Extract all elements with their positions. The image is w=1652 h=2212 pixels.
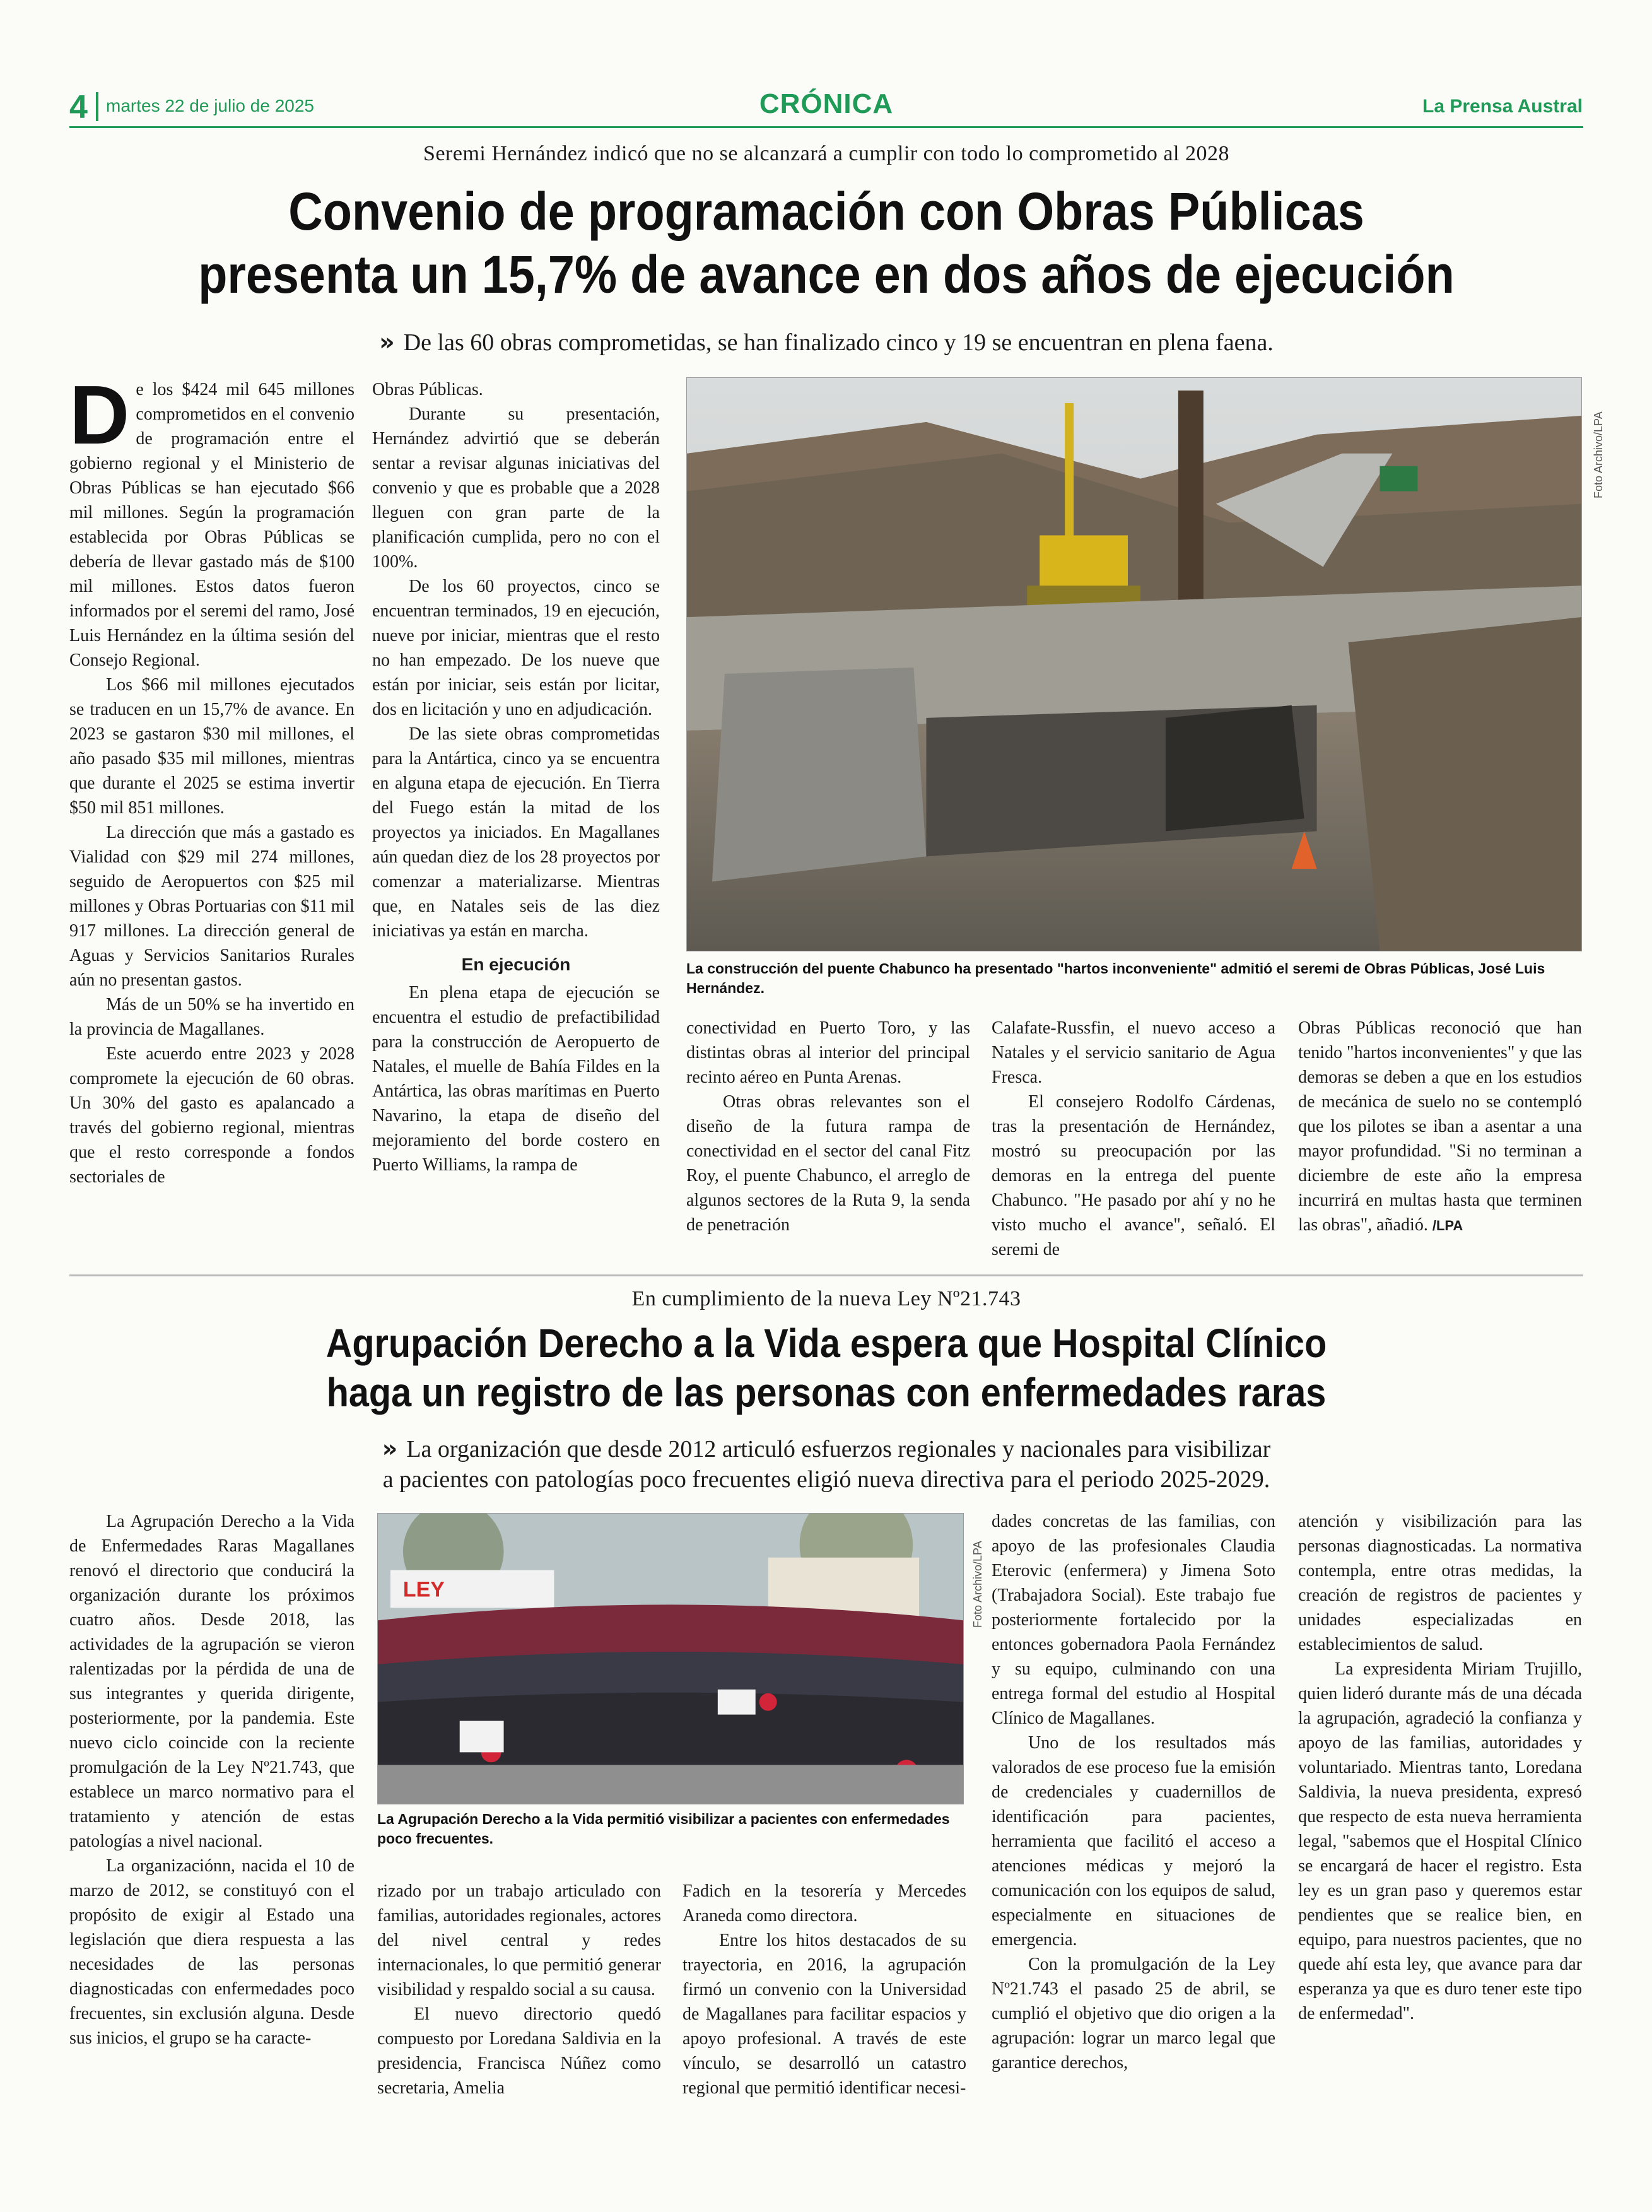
article2-paragraph: La expresidenta Miriam Trujillo, quien lideró durante más de una década la agrupación, agradeció la confianza y apoyo de las familias, autoridades y voluntariado. Mientras tanto, Loredana Saldivia, la nueva presidenta, expresó que respecto de esta nueva herramienta legal, "sabemos que el Hospital Clínico se encargará de hacer el registro. Esta ley es un gran paso y queremos estar pendientes que se realice bien, en equipo, para nuestros pacientes, que no quede ahí esta ley, que avance para dar esperanza ya que es duro tener este tipo de enfermedad". [1298, 1659, 1582, 2023]
article1-subhead: En ejecución [461, 955, 571, 974]
bridge-construction-image [687, 378, 1581, 951]
article1-paragraph: La dirección que más a gastado es Vialidad con $29 mil 274 millones, seguido de Aeropuertos con $25 mil millones y Obras Portuarias con $11 mil 917 millones. La dirección general de Aguas y Servicios Sanitarios Rurales aún no presentan gastos. [69, 823, 354, 990]
masthead-rule [69, 126, 1583, 128]
article2-paragraph: El nuevo directorio quedó compuesto por Loredana Saldivia en la presidencia, Francisca Núñez como secretaria, Amelia [377, 2004, 661, 2098]
article2-deck-line2: a pacientes con patologías poco frecuentes eligió nueva directiva para el periodo 2025-2029. [382, 1466, 1270, 1493]
article2-kicker: En cumplimiento de la nueva Ley Nº21.743 [631, 1287, 1021, 1310]
article2-paragraph: Entre los hitos destacados de su trayectoria, en 2016, la agrupación firmó un convenio con la Universidad de Magallanes para facilitar espacios y apoyo profesional. A través de este vínculo, se desarrolló un catastro regional que permitió identificar necesi- [682, 1931, 966, 2098]
article2-paragraph: Uno de los resultados más valorados de ese proceso fue la emisión de credenciales y cuadernillos de identificación para pacientes, herramienta que facilitó el acceso a atenciones médicas y mejoró la comunicación con los equipos de salud, especialmente en situaciones de emergencia. [992, 1733, 1275, 1950]
chevron-right-icon: » [382, 1435, 398, 1462]
page-number: 4 [69, 89, 88, 126]
article2-deck-text: La organización que desde 2012 articuló esfuerzos regionales y nacionales para visibilizar [406, 1436, 1271, 1462]
article2-paragraph: La organizaciónn, nacida el 10 de marzo de 2012, se constituyó con el propósito de exigir al Estado una legislación que diera respuesta a las necesidades de las personas diagnosticadas con enfermedades poco frecuentes, sin exclusión alguna. Desde sus inicios, el grupo se ha caracte- [69, 1856, 354, 2048]
article1-signature: /LPA [1432, 1218, 1463, 1233]
article2-deck-line1 [69, 1433, 1583, 1464]
article1-deck-text: De las 60 obras comprometidas, se han finalizado cinco y 19 se encuentran en plena faena. [403, 329, 1274, 356]
article1-paragraph: Los $66 mil millones ejecutados se traducen en un 15,7% de avance. En 2023 se gastaron $30 mil millones, el año pasado $35 mil millones, mientras que durante el 2025 se estima invertir $50 mil 851 millones. [69, 675, 354, 818]
article1-paragraph-text: Obras Públicas reconoció que han tenido "hartos inconvenientes" y que las demoras se deben a que en los estudios de mecánica de suelo no se contempló que los pilotes se iban a asentar a una mayor profundidad. "Si no terminan a diciembre de este año la empresa incurrirá en multas hasta que terminen las obras", añadió. [1298, 1018, 1582, 1235]
article1-paragraph: Durante su presentación, Hernández advirtió que se deberán sentar a revisar algunas iniciativas del convenio y que es probable que a 2028 lleguen con gran parte de la planificación cumplida, pero no con el 100%. [372, 404, 660, 572]
article1-column-3 [686, 1016, 970, 1237]
group-photo-image [378, 1514, 963, 1804]
article2-photo-credit: Foto Archivo/LPA [971, 1541, 984, 1628]
article2-column-2 [377, 1879, 661, 2100]
article2-paragraph: Fadich en la tesorería y Mercedes Araneda como directora. [682, 1881, 966, 1926]
chevron-right-icon: » [379, 328, 395, 356]
article2-photo-caption: La Agrupación Derecho a la Vida permitió visibilizar a pacientes con enfermedades poco frecuentes. [377, 1811, 950, 1847]
article2-paragraph: atención y visibilización para las personas diagnosticadas. La normativa contempla, entre otras medidas, la creación de registros de pacientes y unidades especializadas en establecimientos de salud. [1298, 1512, 1582, 1654]
article2-deck [69, 1433, 1583, 1495]
article1-paragraph: De los 60 proyectos, cinco se encuentran terminados, 19 en ejecución, nueve por iniciar, mientras que el resto no han empezado. De los nueve que están por iniciar, seis están por licitar, dos en licitación y uno en adjudicación. [372, 577, 660, 719]
article1-headline [145, 180, 1508, 306]
article1-column-2 [372, 377, 660, 1177]
article2-column-4 [992, 1509, 1275, 2075]
article1-paragraph: conectividad en Puerto Toro, y las distintas obras al interior del principal recinto aéreo en Punta Arenas. [686, 1018, 970, 1087]
article1-paragraph [1298, 1016, 1582, 1238]
article1-paragraph: En plena etapa de ejecución se encuentra el estudio de prefactibilidad para la construcción de Aeropuerto de Natales, el muelle de Bahía Fildes en la Antártica, las obras marítimas en Puerto Navarino, la etapa de diseño del mejoramiento del borde costero en Puerto Williams, la rampa de [372, 983, 660, 1175]
article1-lead-paragraph [69, 368, 354, 673]
article2-column-5 [1298, 1509, 1582, 2026]
article1-dropcap: D [69, 368, 130, 461]
article1-photo-credit: Foto Archivo/LPA [1592, 411, 1605, 498]
article2-column-1 [69, 1509, 354, 2050]
article1-deck [69, 327, 1583, 358]
article2-headline [145, 1319, 1508, 1417]
article1-paragraph: El consejero Rodolfo Cárdenas, tras la presentación de Hernández, mostró su preocupación por las demoras en la entrega del puente Chabunco. "He pasado por ahí y no he visto mucho el avance", señaló. El seremi de [992, 1092, 1275, 1259]
article1-paragraph: e los $424 mil 645 millones comprometidos en el convenio de programación entre el gobierno regional y el Ministerio de Obras Públicas se han ejecutado $66 mil millones. Según la programación establecida por Obras Públicas se debería de llevar gastado más de $100 mil millones. Estos datos fueron informados por el seremi del ramo, José Luis Hernández en la última sesión del Consejo Regional. [69, 380, 354, 670]
article1-column-1 [69, 368, 354, 1189]
article1-paragraph: Calafate-Russfin, el nuevo acceso a Natales y el servicio sanitario de Agua Fresca. [992, 1018, 1275, 1087]
article1-kicker: Seremi Hernández indicó que no se alcanzará a cumplir con todo lo comprometido al 2028 [423, 142, 1229, 165]
section-title: CRÓNICA [759, 88, 894, 119]
article1-column-4 [992, 1016, 1275, 1262]
article2-headline-line1: Agrupación Derecho a la Vida espera que Hospital Clínico [325, 1321, 1327, 1366]
article2-column-3 [682, 1879, 966, 2100]
article2-paragraph: dades concretas de las familias, con apoyo de las profesionales Claudia Eterovic (enfermera) y Jimena Soto (Trabajadora Social). Este trabajo fue posteriormente fortalecido por la entonces gobernadora Paola Fernández y su equipo, culminando con una entrega formal del estudio al Hospital Clínico de Magallanes. [992, 1512, 1275, 1728]
article2-paragraph: rizado por un trabajo articulado con familias, autoridades regionales, actores del nivel central y redes internacionales, lo que permitió generar visibilidad y respaldo social a su causa. [377, 1881, 661, 1999]
publication-name: La Prensa Austral [1422, 96, 1583, 117]
article2-headline-line2: haga un registro de las personas con enfermedades raras [326, 1370, 1327, 1415]
edition-date: martes 22 de julio de 2025 [106, 96, 314, 115]
article1-headline-line1: Convenio de programación con Obras Públicas [288, 182, 1364, 241]
article1-paragraph: De las siete obras comprometidas para la Antártica, cinco ya se encuentra en alguna etapa de ejecución. En Tierra del Fuego están la mitad de los proyectos ya iniciados. En Magallanes aún quedan diez de los 28 proyectos por comenzar a materializarse. Mientras que, en Natales seis de las diez iniciativas ya están en marcha. [372, 724, 660, 941]
article1-photo-caption: La construcción del puente Chabunco ha presentado "hartos inconveniente" admitió el seremi de Obras Públicas, José Luis Hernández. [686, 960, 1545, 996]
article-divider [69, 1274, 1583, 1276]
article2-photo-group [377, 1513, 964, 1804]
article1-paragraph: Más de un 50% se ha invertido en la provincia de Magallanes. [69, 995, 354, 1039]
article1-paragraph: Otras obras relevantes son el diseño de la futura rampa de conectividad en el sector del canal Fitz Roy, el puente Chabunco, el arreglo de algunos sectores de la Ruta 9, la senda de penetración [686, 1092, 970, 1235]
article1-paragraph: Obras Públicas. [372, 380, 483, 399]
article1-paragraph: Este acuerdo entre 2023 y 2028 compromete la ejecución de 60 obras. Un 30% del gasto es apalancado a través del gobierno regional, mientras que el resto corresponde a fondos sectoriales de [69, 1044, 354, 1187]
svg-text:LEY: LEY [402, 1577, 445, 1602]
article2-paragraph: La Agrupación Derecho a la Vida de Enfermedades Raras Magallanes renovó el directorio que conducirá la organización durante los próximos cuatro años. Desde 2018, las actividades de la agrupación se vieron ralentizadas por la pérdida de una de sus integrantes y querida dirigente, posteriormente, por la pandemia. Este nuevo ciclo coincide con la reciente promulgación de la Ley Nº21.743, que establece un marco normativo para el tratamiento y atención de estas patologías a nivel nacional. [69, 1512, 354, 1851]
article1-headline-line2: presenta un 15,7% de avance en dos años de ejecución [198, 245, 1455, 304]
article1-column-5 [1298, 1016, 1582, 1238]
article1-photo-bridge-construction [686, 377, 1582, 951]
article2-paragraph: Con la promulgación de la Ley Nº21.743 el pasado 25 de abril, se cumplió el objetivo que dio origen a la agrupación: lograr un marco legal que garantice derechos, [992, 1955, 1275, 2073]
page-number-divider [96, 92, 98, 121]
